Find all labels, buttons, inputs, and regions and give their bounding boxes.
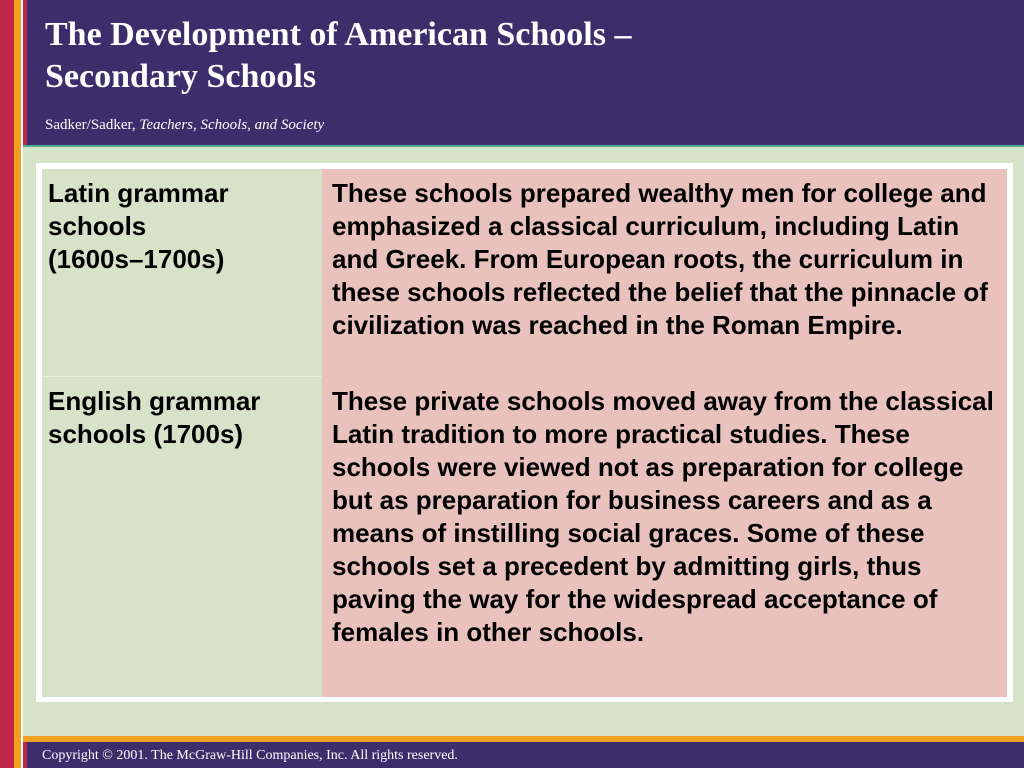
secondary-schools-table xyxy=(42,169,1007,697)
description-cell xyxy=(322,377,1007,697)
term-text: Latin grammar schools (1600s–1700s) xyxy=(48,178,229,274)
header-divider xyxy=(23,145,1024,147)
slide-attribution xyxy=(45,117,324,134)
table-row xyxy=(42,377,1007,697)
table-row xyxy=(42,169,1007,377)
term-cell xyxy=(42,377,322,697)
description-text: These private schools moved away from the classical Latin tradition to more practical studies. These schools were viewed not as preparation for college but as preparation for business careers and as a means of instilling social graces. Some of these schools set a precedent by admitting girls, thus paving the way for the widespread acceptance of females in other schools. xyxy=(332,385,994,647)
copyright-text: Copyright © 2001. The McGraw-Hill Companies, Inc. All rights reserved. xyxy=(42,748,458,763)
left-red-stripe xyxy=(0,0,14,768)
attribution-author: Sadker/Sadker, xyxy=(45,117,140,133)
left-orange-stripe xyxy=(14,0,21,768)
content-table-frame xyxy=(36,163,1013,702)
slide-header xyxy=(23,0,1024,145)
slide-title: The Development of American Schools – Secondary Schools xyxy=(45,16,632,95)
term-cell xyxy=(42,169,322,377)
description-text: These schools prepared wealthy men for college and emphasized a classical curriculum, including Latin and Greek. From European roots, the curriculum in these schools reflected the belief that the pinnacle of civilization was reached in the Roman Empire. xyxy=(332,178,988,340)
attribution-book-title: Teachers, Schools, and Society xyxy=(139,117,325,133)
description-cell xyxy=(322,169,1007,377)
slide-footer xyxy=(23,742,1024,768)
term-text: English grammar schools (1700s) xyxy=(48,386,261,450)
